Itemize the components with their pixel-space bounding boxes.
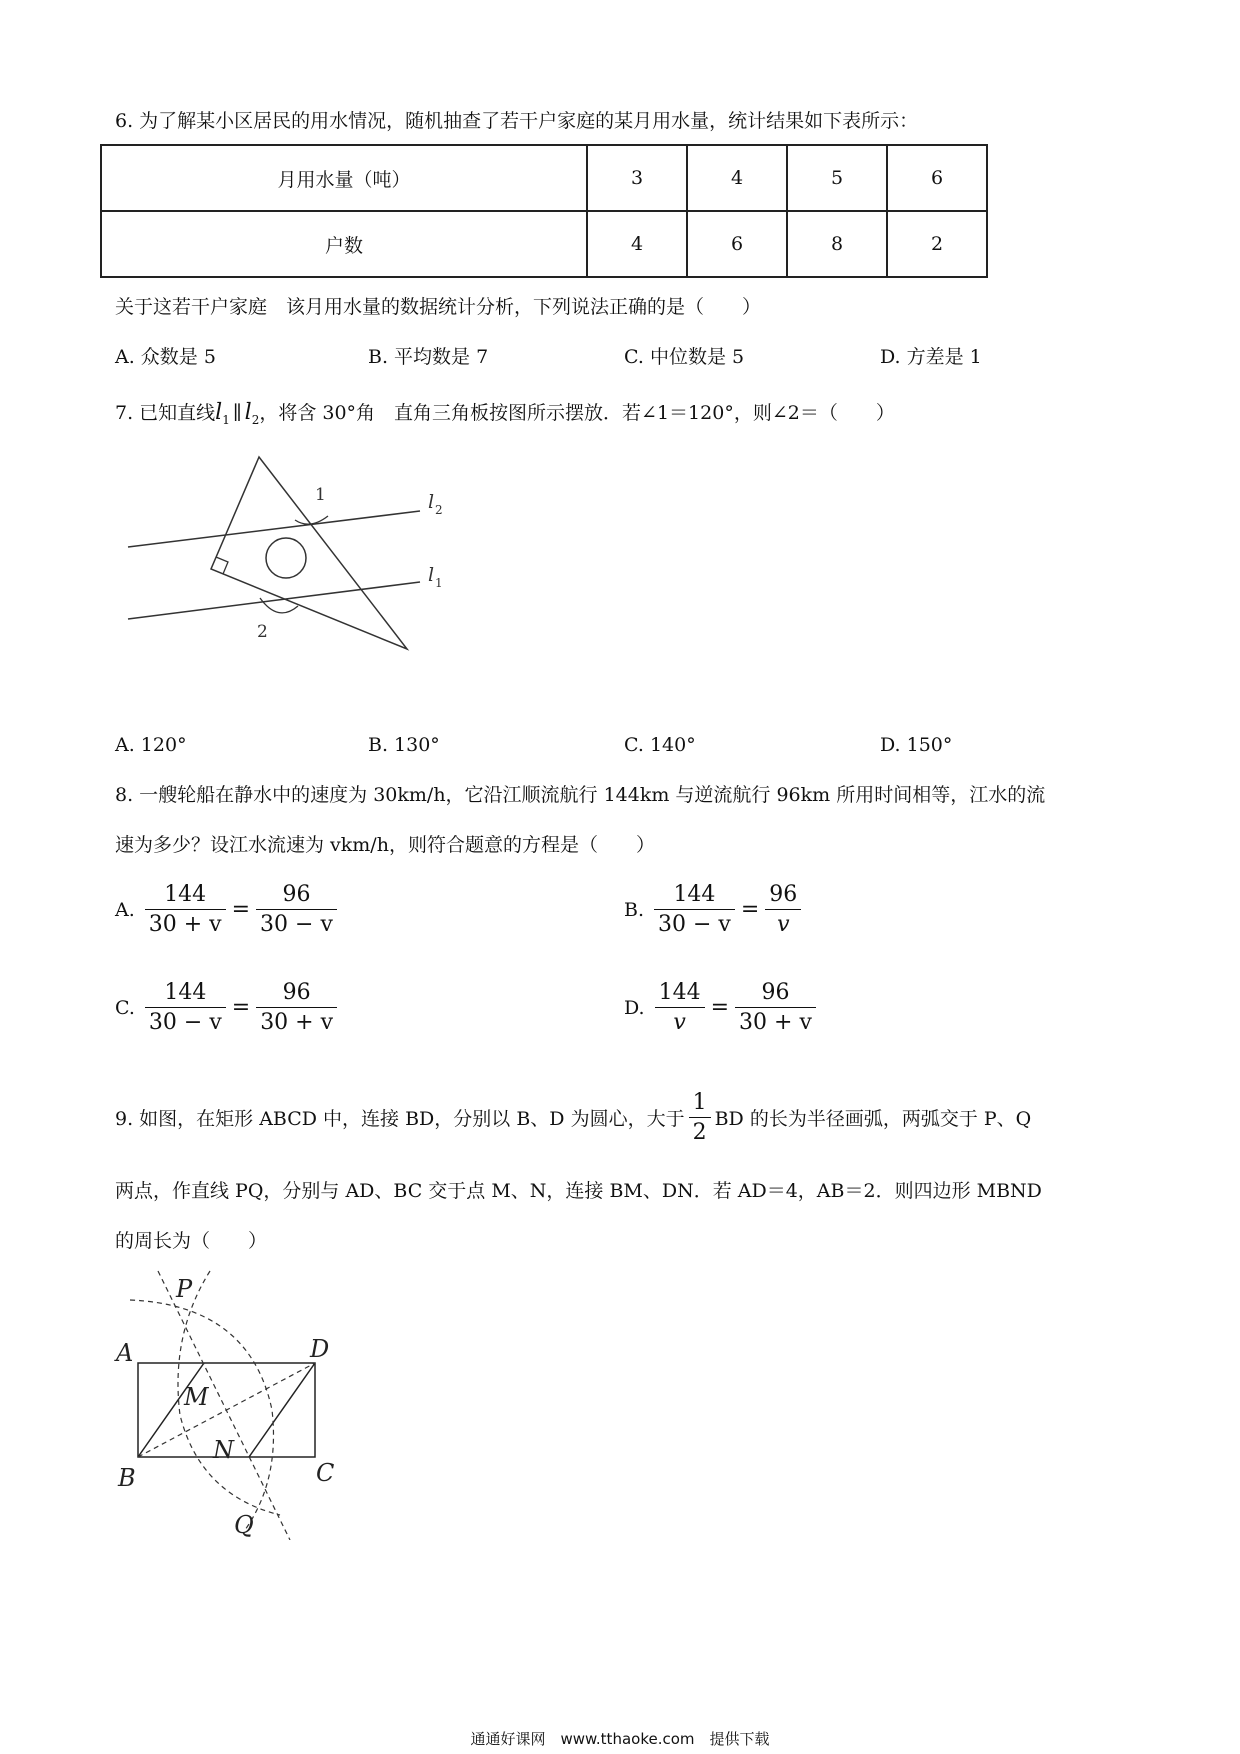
line-l1-subscript: 1 — [222, 412, 230, 427]
q8-line1: 8. 一艘轮船在静水中的速度为 30km/h，它沿江顺流航行 144km 与逆流航行 96km 所用时间相等，江水的流 — [115, 784, 1046, 806]
numerator: 96 — [765, 882, 801, 910]
q9-figure — [110, 1265, 370, 1540]
segment-dn — [249, 1363, 315, 1457]
triangle-ruler — [211, 457, 407, 649]
equals-sign: = — [710, 995, 730, 1020]
line-l1 — [128, 582, 420, 619]
q8-line2: 速为多少？设江水流速为 vkm/h，则符合题意的方程是（ ） — [115, 834, 655, 856]
q8-option-b — [624, 882, 805, 937]
denominator: 30 + v — [148, 912, 222, 937]
q9-line2: 两点，作直线 PQ，分别与 AD、BC 交于点 M、N，连接 BM、DN．若 AD＝4，AB＝2．则四边形 MBND — [115, 1180, 1042, 1202]
option-label: A. — [115, 898, 135, 921]
table-cell: 8 — [787, 211, 887, 277]
line-l1-symbol: l — [215, 400, 223, 425]
denominator: 30 + v — [739, 1010, 812, 1035]
table-row — [101, 211, 987, 277]
fraction-right — [735, 980, 816, 1035]
equals-sign: = — [231, 995, 251, 1020]
numerator: 96 — [735, 980, 816, 1008]
table-cell: 2 — [887, 211, 987, 277]
l1-label: l — [428, 564, 435, 586]
q6-option-d: D. 方差是 1 — [880, 346, 982, 368]
q6-stem: 6. 为了解某小区居民的用水情况，随机抽查了若干户家庭的某月用水量，统计结果如下表所示： — [115, 110, 919, 132]
point-c-label: C — [316, 1459, 335, 1487]
q7-figure — [120, 448, 460, 668]
point-a-label: A — [116, 1339, 134, 1367]
fraction-left — [145, 980, 226, 1035]
fraction-right — [765, 882, 801, 937]
line-l2-subscript: 2 — [251, 412, 260, 427]
numerator: 144 — [145, 980, 226, 1008]
numerator: 144 — [145, 882, 226, 910]
q6-question: 关于这若干户家庭 该月用水量的数据统计分析，下列说法正确的是（ ） — [115, 296, 762, 318]
denominator: v — [777, 912, 790, 937]
point-d-label: D — [310, 1335, 330, 1363]
numerator: 96 — [256, 980, 337, 1008]
option-label: B. — [624, 898, 645, 921]
table-cell: 4 — [687, 145, 787, 211]
option-label: C. — [115, 996, 135, 1019]
point-n-label: N — [213, 1436, 234, 1464]
numerator: 96 — [256, 882, 337, 910]
fraction-right — [256, 980, 337, 1035]
q7-option-a: A. 120° — [115, 734, 187, 756]
q8-option-d — [624, 980, 820, 1035]
angle-2-label: 2 — [257, 622, 268, 642]
q7-option-b: B. 130° — [368, 734, 440, 756]
table-row — [101, 145, 987, 211]
denominator: 2 — [692, 1120, 707, 1145]
q7-stem — [115, 398, 895, 427]
q7-option-c: C. 140° — [624, 734, 696, 756]
q6-option-c: C. 中位数是 5 — [624, 346, 745, 368]
table-cell: 6 — [887, 145, 987, 211]
denominator: 30 − v — [148, 1010, 222, 1035]
parallel-symbol: ∥ — [232, 402, 242, 424]
numerator: 144 — [654, 882, 735, 910]
table-cell: 4 — [587, 211, 687, 277]
q7-option-d: D. 150° — [880, 734, 953, 756]
point-q-label: Q — [234, 1511, 254, 1539]
water-usage-table — [100, 144, 988, 278]
q7-stem-start: 7. 已知直线 — [115, 402, 216, 424]
fraction-left — [655, 980, 705, 1035]
fraction-left — [654, 882, 735, 937]
q6-option-a: A. 众数是 5 — [115, 346, 216, 368]
equals-sign: = — [231, 897, 251, 922]
half-fraction — [689, 1090, 711, 1145]
arc-from-b — [130, 1300, 273, 1530]
l2-label: l — [428, 491, 435, 513]
q8-option-a — [115, 882, 341, 937]
denominator: v — [673, 1010, 686, 1035]
table-cell: 6 — [687, 211, 787, 277]
table-cell: 户数 — [101, 211, 587, 277]
denominator: 30 − v — [658, 912, 731, 937]
denominator: 30 + v — [260, 1010, 334, 1035]
q8-option-c — [115, 980, 341, 1035]
q7-stem-end: ，将含 30°角 直角三角板按图所示摆放．若∠1＝120°，则∠2＝（ ） — [259, 402, 895, 424]
point-m-label: M — [184, 1383, 209, 1411]
line-l2-symbol: l — [244, 400, 252, 425]
l2-label-subscript: 2 — [435, 503, 443, 517]
point-b-label: B — [118, 1464, 136, 1492]
angle-1-label: 1 — [315, 485, 326, 505]
q9-line1 — [115, 1090, 1031, 1145]
q9-line1-start: 9. 如图，在矩形 ABCD 中，连接 BD，分别以 B、D 为圆心，大于 — [115, 1108, 685, 1130]
q9-line3: 的周长为（ ） — [115, 1230, 268, 1252]
ruler-hole-circle — [266, 538, 306, 578]
equals-sign: = — [740, 897, 760, 922]
table-cell: 5 — [787, 145, 887, 211]
point-p-label: P — [176, 1275, 193, 1303]
page-footer: 通通好课网 www.tthaoke.com 提供下载 — [470, 1730, 770, 1748]
table-cell: 3 — [587, 145, 687, 211]
l1-label-subscript: 1 — [435, 576, 443, 590]
numerator: 1 — [689, 1090, 711, 1118]
denominator: 30 − v — [260, 912, 333, 937]
q9-line1-end: BD 的长为半径画弧，两弧交于 P、Q — [714, 1108, 1032, 1130]
table-cell: 月用水量（吨） — [101, 145, 587, 211]
q6-option-b: B. 平均数是 7 — [368, 346, 489, 368]
option-label: D. — [624, 996, 645, 1019]
fraction-left — [145, 882, 226, 937]
line-pq — [158, 1271, 290, 1540]
numerator: 144 — [655, 980, 705, 1008]
fraction-right — [256, 882, 337, 937]
